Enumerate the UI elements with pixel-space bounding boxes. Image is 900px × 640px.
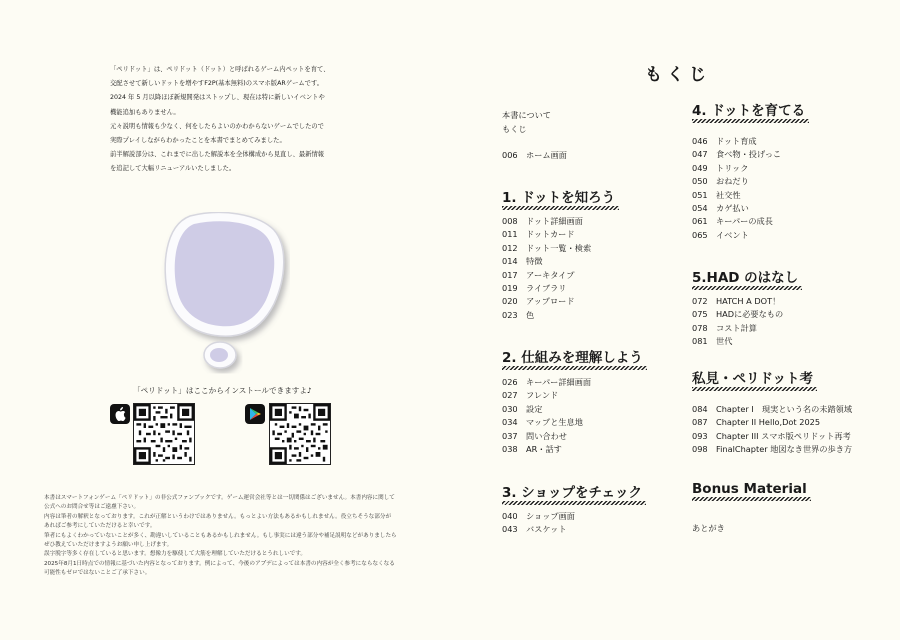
toc-home-entry[interactable] xyxy=(502,149,567,162)
toc-label: 設定 xyxy=(526,403,543,414)
toc-label: 社交性 xyxy=(716,189,741,200)
toc-row[interactable] xyxy=(502,523,575,536)
toc-row[interactable] xyxy=(502,403,591,416)
toc-section-items xyxy=(502,376,591,456)
toc-label: Chapter I 現実という名の未踏領域 xyxy=(716,404,853,414)
toc-page-number: 061 xyxy=(692,216,708,227)
intro-line: 実際プレイしながらわかったことを本書でまとめてみました。 xyxy=(110,137,286,145)
toc-label: トリック xyxy=(716,162,749,173)
toc-row[interactable] xyxy=(502,242,591,255)
toc-row[interactable] xyxy=(502,443,591,456)
toc-front-item[interactable]: 本書について xyxy=(502,110,551,120)
toc-label: アップロード xyxy=(526,296,575,307)
toc-row[interactable] xyxy=(502,389,591,402)
toc-label: 特徴 xyxy=(526,256,543,267)
hatched-underline xyxy=(502,206,619,210)
toc-page-number: 049 xyxy=(692,162,708,173)
intro-line: 元々説明も情報も少なく、何をしたらよいのかわからないゲームでしたので xyxy=(110,122,324,130)
hatched-underline xyxy=(502,501,646,505)
disclaimer xyxy=(44,494,397,579)
disclaimer-line: 2025年8月1日時点での情報に基づいた内容となっております。例によって、今後のアプデによっては本書の内容が全く参考にならなくなる xyxy=(44,560,395,567)
toc-label: ドット一覧・検索 xyxy=(526,242,592,253)
intro-line: 「ペリドット」は、ペリドット（ドット）と呼ばれるゲーム内ペットを育て、 xyxy=(110,66,330,73)
hatched-underline xyxy=(692,286,802,290)
toc-section-heading[interactable] xyxy=(692,99,805,123)
toc-row[interactable] xyxy=(692,295,783,308)
toc-section-heading[interactable] xyxy=(502,481,642,505)
toc-section-heading[interactable] xyxy=(692,481,807,501)
hatched-underline xyxy=(692,119,809,123)
toc-page-number: 017 xyxy=(502,269,518,280)
toc-row[interactable] xyxy=(692,162,781,175)
toc-row[interactable] xyxy=(692,229,781,242)
toc-label: コスト計算 xyxy=(716,322,757,333)
hatched-underline xyxy=(692,387,817,391)
toc-section-items xyxy=(502,215,591,322)
intro-line: 交配させて新しいドットを増やすF2P(基本無料)のスマホ版ARゲームです。 xyxy=(110,80,324,88)
toc-row[interactable] xyxy=(502,215,591,228)
toc-page-number: 043 xyxy=(502,524,518,535)
toc-label: 世代 xyxy=(716,336,733,347)
toc-row[interactable] xyxy=(502,510,575,523)
toc-section-items xyxy=(692,295,783,349)
toc-page-number: 051 xyxy=(692,189,708,200)
toc-label: Chapter II Hello,Dot 2025 xyxy=(716,417,821,428)
toc-page-number: 047 xyxy=(692,149,708,160)
toc-page-number: 012 xyxy=(502,242,518,253)
apple-icon xyxy=(110,404,130,424)
toc-label: Chapter III スマホ版ペリドット再考 xyxy=(716,430,851,441)
google-play-icon xyxy=(245,404,265,424)
toc-page-number: 014 xyxy=(502,256,518,267)
toc-page-number: 040 xyxy=(502,511,518,521)
toc-label: アーキタイプ xyxy=(526,269,575,280)
toc-row[interactable] xyxy=(502,149,567,162)
toc-label: 食べ物・投げっこ xyxy=(716,149,782,160)
toc-front-item[interactable]: もくじ xyxy=(502,124,527,134)
toc-label: カゲ払い xyxy=(716,203,749,214)
toc-page-number: 087 xyxy=(692,417,708,428)
toc-page-number: 037 xyxy=(502,430,518,441)
section-title: 2. 仕組みを理解しよう xyxy=(502,350,643,366)
toc-label: HATCH A DOT！ xyxy=(716,296,781,306)
toc-row[interactable] xyxy=(692,403,852,416)
toc-label: FinalChapter 地図なき世界の歩き方 xyxy=(716,444,853,455)
toc-section-heading[interactable] xyxy=(692,266,798,290)
toc-page-number: 006 xyxy=(502,150,518,160)
toc-row[interactable] xyxy=(692,430,852,443)
toc-row[interactable] xyxy=(692,335,783,348)
toc-label: HADに必要なもの xyxy=(716,309,784,320)
toc-section-heading[interactable] xyxy=(502,186,615,210)
toc-label: バスケット xyxy=(526,524,567,535)
toc-row[interactable] xyxy=(502,282,591,295)
section-title: 私見・ペリドット考 xyxy=(692,371,813,387)
toc-row[interactable] xyxy=(692,322,783,335)
toc-page-number: 050 xyxy=(692,176,708,187)
toc-page-number: 098 xyxy=(692,444,708,455)
toc-page-number: 008 xyxy=(502,216,518,226)
toc-row[interactable] xyxy=(692,416,852,429)
toc-page-number: 072 xyxy=(692,296,708,306)
toc-row[interactable] xyxy=(692,202,781,215)
section-title: 4. ドットを育てる xyxy=(692,103,806,119)
toc-row[interactable] xyxy=(502,228,591,241)
disclaimer-line: 可能性もゼロではないことご了承下さい。 xyxy=(44,570,151,577)
section-title: 1. ドットを知ろう xyxy=(502,190,616,206)
hatched-underline xyxy=(502,366,647,370)
toc-label: ショップ画面 xyxy=(526,511,575,521)
ios-qr-code[interactable] xyxy=(133,403,195,465)
toc-label: ホーム画面 xyxy=(526,150,567,160)
toc-label: ライブラリ xyxy=(526,283,567,294)
toc-label: 問い合わせ xyxy=(526,430,567,441)
intro-line: 2024 年 5 月以降ほぼ新規開発はストップし、現在は特に新しいイベントや xyxy=(110,94,325,102)
disclaimer-line: あればご参考にしていただけると幸いです。 xyxy=(44,523,156,530)
toc-page-number: 075 xyxy=(692,309,708,320)
toc-label: ドット詳細画面 xyxy=(526,216,583,226)
toc-label: キーパー詳細画面 xyxy=(526,377,592,387)
toc-label: おねだり xyxy=(716,176,749,187)
toc-section-heading[interactable] xyxy=(692,367,813,391)
toc-title: もくじ xyxy=(645,65,711,85)
section-title: 5.HAD のはなし xyxy=(692,270,799,286)
toc-page-number: 026 xyxy=(502,377,518,387)
toc-page-number: 034 xyxy=(502,417,518,428)
disclaimer-line: ぜひ教えていただけますようお願い申し上げます。 xyxy=(44,542,173,549)
toc-row[interactable] xyxy=(502,376,591,389)
toc-page-number: 030 xyxy=(502,403,518,414)
toc-row[interactable] xyxy=(502,416,591,429)
toc-label: 色 xyxy=(526,309,535,320)
toc-page-number: 038 xyxy=(502,444,518,455)
toc-section-items xyxy=(692,403,852,457)
toc-row[interactable] xyxy=(692,189,781,202)
disclaimer-line: 筆者にもよくわかっていないことが多く、勘違いしていることもあるかもしれません。もし事実には違う部分や補足説明などがありましたら xyxy=(44,532,397,539)
android-qr-code[interactable] xyxy=(269,403,331,465)
toc-row[interactable] xyxy=(502,309,591,322)
toc-page-number: 054 xyxy=(692,203,708,214)
toc-row[interactable] xyxy=(692,175,781,188)
toc-row[interactable] xyxy=(502,295,591,308)
speech-bubble-illustration xyxy=(160,212,290,381)
toc-section-items xyxy=(502,510,575,537)
toc-row[interactable] xyxy=(692,135,781,148)
toc-page-number: 023 xyxy=(502,309,518,320)
toc-label: イベント xyxy=(716,229,749,240)
intro-line: を追記して大幅リニューアルいたしました。 xyxy=(110,165,236,173)
toc-page-number: 011 xyxy=(502,229,518,240)
toc-row[interactable] xyxy=(692,443,852,456)
toc-row[interactable] xyxy=(692,215,781,228)
toc-label: ドット育成 xyxy=(716,136,757,146)
toc-label: マップと生息地 xyxy=(526,417,583,428)
toc-page-number: 065 xyxy=(692,229,708,240)
hatched-underline xyxy=(692,497,811,501)
toc-page-number: 027 xyxy=(502,390,518,401)
toc-page-number: 046 xyxy=(692,136,708,146)
toc-afterword[interactable]: あとがき xyxy=(692,523,725,533)
disclaimer-line: 本書はスマートフォンゲーム「ペリドット」の非公式ファンブックです。ゲーム運営会社等とは一切関係はございません。本書内容に関して xyxy=(44,495,395,501)
toc-label: キーパーの成長 xyxy=(716,216,773,227)
toc-section-items xyxy=(692,135,781,242)
toc-row[interactable] xyxy=(692,308,783,321)
toc-section-heading[interactable] xyxy=(502,346,643,370)
toc-page-number: 019 xyxy=(502,283,518,294)
toc-label: AR・話す xyxy=(526,444,562,455)
disclaimer-line: 内容は筆者の解釈となっております。これが正解というわけではありません。もっとよい方法もあるかもしれません。役立ちそうな部分が xyxy=(44,513,392,520)
install-note: 「ペリドット」はここからインストールできますよ♪ xyxy=(133,386,312,395)
intro-line: 機能追加もありません。 xyxy=(110,108,180,116)
toc-page-number: 078 xyxy=(692,322,708,333)
toc-row[interactable] xyxy=(502,269,591,282)
toc-row[interactable] xyxy=(692,148,781,161)
section-title: Bonus Material xyxy=(692,481,807,497)
toc-page-number: 020 xyxy=(502,296,518,307)
toc-page-number: 084 xyxy=(692,404,708,414)
toc-label: ドットカード xyxy=(526,229,575,240)
toc-page-number: 081 xyxy=(692,336,708,347)
section-title: 3. ショップをチェック xyxy=(502,485,643,501)
disclaimer-line: 公式へのお問合せ等はご遠慮下さい。 xyxy=(44,504,140,511)
toc-row[interactable] xyxy=(502,255,591,268)
intro-text xyxy=(110,63,360,177)
toc-label: フレンド xyxy=(526,390,559,401)
toc-row[interactable] xyxy=(502,430,591,443)
toc-page-number: 093 xyxy=(692,430,708,441)
disclaimer-line: 誤字脱字等多く存在していると思います。想像力を駆使して大筋を理解していただけるとうれしいです。 xyxy=(44,551,307,558)
intro-line: 前半解説部分は、これまでに出した解説本を全体構成から見直し、最新情報 xyxy=(110,151,325,159)
